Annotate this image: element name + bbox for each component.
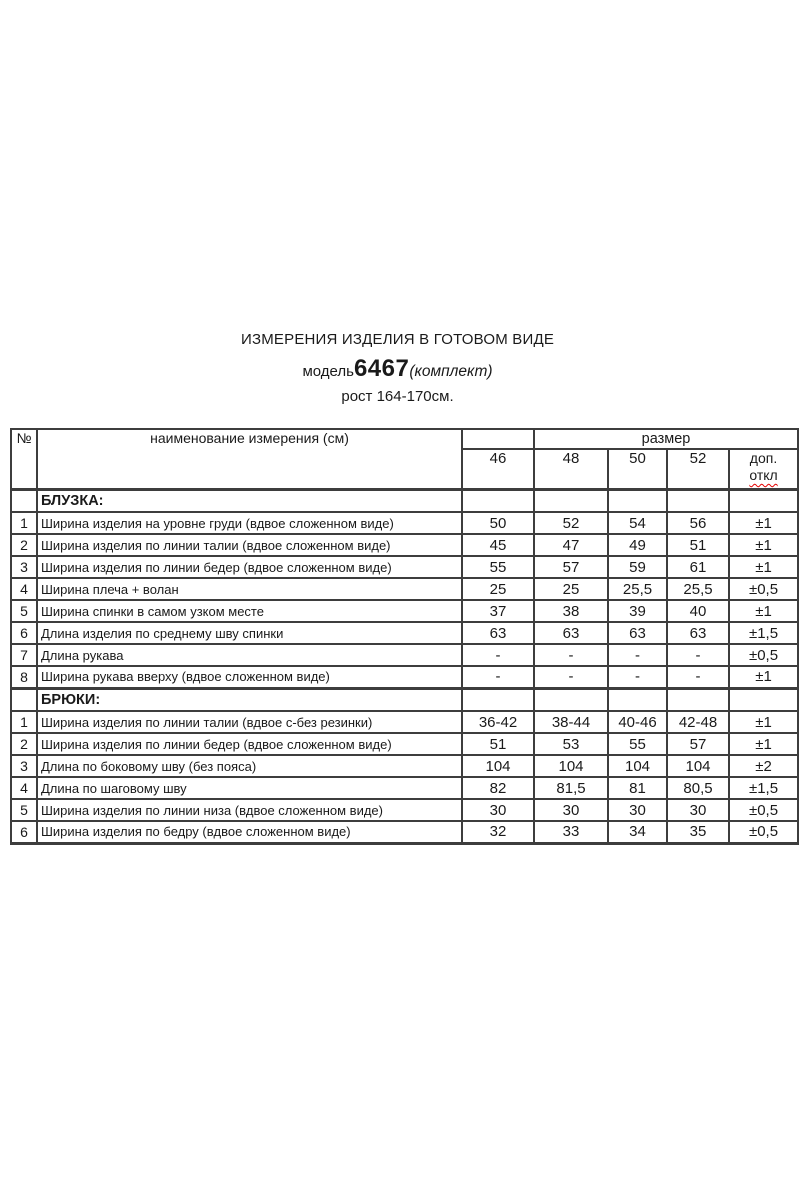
size-value: 40 (667, 600, 729, 622)
row-number: 4 (11, 578, 37, 600)
tolerance-label-line2: откл (749, 467, 778, 483)
measurement-name: Ширина плеча + волан (37, 578, 462, 600)
tolerance-label-line1: доп. (749, 450, 778, 466)
measurement-name: Длина изделия по среднему шву спинки (37, 622, 462, 644)
size-value: 51 (462, 733, 534, 755)
size-value: 104 (462, 755, 534, 777)
section-number-cell (11, 489, 37, 512)
tolerance-value: ±1,5 (729, 622, 798, 644)
document-title: ИЗМЕРЕНИЯ ИЗДЕЛИЯ В ГОТОВОМ ВИДЕ (240, 331, 555, 348)
column-header-size-50: 50 (608, 449, 667, 489)
measurement-name: Ширина изделия по линии низа (вдвое сложенном виде) (37, 799, 462, 821)
size-value: 57 (667, 733, 729, 755)
title-block (0, 331, 795, 405)
section-number-cell (11, 688, 37, 711)
size-value: 37 (462, 600, 534, 622)
measurement-name: Ширина изделия на уровне груди (вдвое сложенном виде) (37, 512, 462, 534)
column-header-size-48: 48 (534, 449, 608, 489)
table-row (11, 556, 798, 578)
size-value: 47 (534, 534, 608, 556)
size-value: 33 (534, 821, 608, 843)
size-value: 39 (608, 600, 667, 622)
size-value: 25,5 (667, 578, 729, 600)
table-row (11, 666, 798, 688)
size-value: 59 (608, 556, 667, 578)
tolerance-value: ±1 (729, 600, 798, 622)
table-row (11, 644, 798, 666)
row-number: 5 (11, 600, 37, 622)
size-value: - (667, 666, 729, 688)
row-number: 2 (11, 534, 37, 556)
size-value: 50 (462, 512, 534, 534)
row-number: 4 (11, 777, 37, 799)
measurement-name: Ширина изделия по линии талии (вдвое с-без резинки) (37, 711, 462, 733)
row-number: 2 (11, 733, 37, 755)
size-value: 63 (667, 622, 729, 644)
row-number: 5 (11, 799, 37, 821)
size-value: 63 (462, 622, 534, 644)
table-row (11, 733, 798, 755)
size-value: 49 (608, 534, 667, 556)
column-header-size-52: 52 (667, 449, 729, 489)
section-empty-cell (729, 489, 798, 512)
column-header-number: № (11, 429, 37, 489)
measurement-name: Длина рукава (37, 644, 462, 666)
tolerance-value: ±1 (729, 534, 798, 556)
size-value: 36-42 (462, 711, 534, 733)
size-value: 25 (462, 578, 534, 600)
section-empty-cell (729, 688, 798, 711)
size-value: 56 (667, 512, 729, 534)
measurements-table-body (11, 489, 798, 843)
size-value: - (534, 644, 608, 666)
row-number: 7 (11, 644, 37, 666)
size-value: 82 (462, 777, 534, 799)
model-line (0, 355, 795, 383)
section-empty-cell (667, 489, 729, 512)
table-row (11, 622, 798, 644)
size-value: 30 (667, 799, 729, 821)
column-header-size-46: 46 (462, 449, 534, 489)
row-number: 8 (11, 666, 37, 688)
section-empty-cell (608, 688, 667, 711)
column-header-tolerance (729, 449, 798, 489)
size-value: 63 (608, 622, 667, 644)
row-number: 3 (11, 556, 37, 578)
section-empty-cell (462, 688, 534, 711)
tolerance-value: ±0,5 (729, 821, 798, 843)
tolerance-value: ±1 (729, 512, 798, 534)
table-row (11, 578, 798, 600)
size-value: 30 (608, 799, 667, 821)
header-spacer-cell (462, 429, 534, 449)
size-value: 35 (667, 821, 729, 843)
tolerance-value: ±0,5 (729, 799, 798, 821)
size-value: 45 (462, 534, 534, 556)
size-value: - (667, 644, 729, 666)
table-row (11, 711, 798, 733)
size-value: - (608, 644, 667, 666)
model-prefix: модель (302, 363, 354, 381)
row-number: 6 (11, 622, 37, 644)
row-number: 3 (11, 755, 37, 777)
measurement-name: Ширина рукава вверху (вдвое сложенном виде) (37, 666, 462, 688)
size-value: - (462, 644, 534, 666)
table-row (11, 512, 798, 534)
height-line: рост 164-170см. (341, 387, 454, 405)
size-value: 61 (667, 556, 729, 578)
size-value: 80,5 (667, 777, 729, 799)
header-row-group (11, 429, 798, 449)
size-value: 30 (534, 799, 608, 821)
section-label: БЛУЗКА: (37, 489, 462, 512)
table-row (11, 600, 798, 622)
tolerance-value: ±1 (729, 711, 798, 733)
tolerance-value: ±0,5 (729, 578, 798, 600)
size-value: 38 (534, 600, 608, 622)
table-row (11, 755, 798, 777)
section-header-row (11, 489, 798, 512)
size-value: 53 (534, 733, 608, 755)
measurement-name: Ширина изделия по линии бедер (вдвое сложенном виде) (37, 556, 462, 578)
table-row (11, 777, 798, 799)
size-value: 40-46 (608, 711, 667, 733)
size-value: 32 (462, 821, 534, 843)
section-header-row (11, 688, 798, 711)
size-value: 54 (608, 512, 667, 534)
size-value: 104 (667, 755, 729, 777)
measurement-name: Ширина спинки в самом узком месте (37, 600, 462, 622)
size-value: - (608, 666, 667, 688)
model-suffix: (комплект) (409, 363, 493, 381)
measurements-table (10, 428, 799, 845)
size-value: 51 (667, 534, 729, 556)
size-value: 63 (534, 622, 608, 644)
size-value: 81 (608, 777, 667, 799)
size-value: 52 (534, 512, 608, 534)
table-header (11, 429, 798, 489)
size-value: 25 (534, 578, 608, 600)
column-header-size-group: размер (534, 429, 798, 449)
model-number: 6467 (353, 355, 410, 383)
tolerance-value: ±1,5 (729, 777, 798, 799)
section-label: БРЮКИ: (37, 688, 462, 711)
size-value: 57 (534, 556, 608, 578)
size-value: 30 (462, 799, 534, 821)
measurement-name: Длина по боковому шву (без пояса) (37, 755, 462, 777)
section-empty-cell (667, 688, 729, 711)
table-row (11, 534, 798, 556)
section-empty-cell (534, 688, 608, 711)
size-value: 25,5 (608, 578, 667, 600)
measurement-name: Ширина изделия по линии бедер (вдвое сложенном виде) (37, 733, 462, 755)
size-value: 38-44 (534, 711, 608, 733)
section-empty-cell (608, 489, 667, 512)
tolerance-value: ±0,5 (729, 644, 798, 666)
measurement-name: Ширина изделия по бедру (вдвое сложенном виде) (37, 821, 462, 843)
tolerance-value: ±1 (729, 733, 798, 755)
measurement-name: Длина по шаговому шву (37, 777, 462, 799)
size-value: 55 (462, 556, 534, 578)
size-value: 55 (608, 733, 667, 755)
section-empty-cell (462, 489, 534, 512)
size-value: 34 (608, 821, 667, 843)
size-value: - (534, 666, 608, 688)
row-number: 1 (11, 512, 37, 534)
tolerance-value: ±1 (729, 556, 798, 578)
size-value: 81,5 (534, 777, 608, 799)
tolerance-value: ±2 (729, 755, 798, 777)
tolerance-value: ±1 (729, 666, 798, 688)
table-row (11, 799, 798, 821)
row-number: 6 (11, 821, 37, 843)
size-value: - (462, 666, 534, 688)
section-empty-cell (534, 489, 608, 512)
measurement-name: Ширина изделия по линии талии (вдвое сложенном виде) (37, 534, 462, 556)
column-header-measurement-name: наименование измерения (см) (37, 429, 462, 489)
row-number: 1 (11, 711, 37, 733)
table-row (11, 821, 798, 843)
size-value: 104 (608, 755, 667, 777)
size-value: 42-48 (667, 711, 729, 733)
size-value: 104 (534, 755, 608, 777)
